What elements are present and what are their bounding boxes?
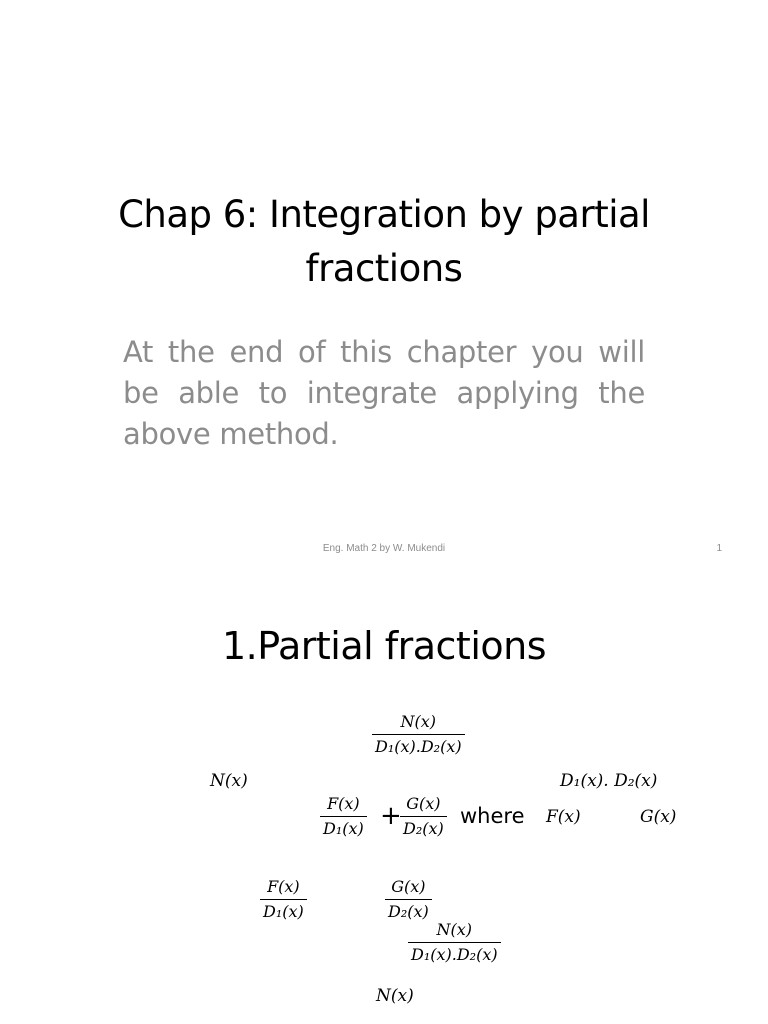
slide-2 xyxy=(0,580,768,1024)
fraction-numerator: G(x) xyxy=(391,877,426,896)
fraction-n-over-d1d2 xyxy=(372,710,465,759)
fraction-denominator: D₁(x).D₂(x) xyxy=(408,942,501,967)
fraction-denominator: D₂(x) xyxy=(385,899,432,924)
fraction-f-over-d1-lower xyxy=(260,875,307,924)
word-where: where xyxy=(460,804,525,828)
fraction-f-over-d1 xyxy=(320,792,367,841)
math-g-of-x: G(x) xyxy=(640,807,677,827)
page-number: 1 xyxy=(716,543,722,554)
fraction-numerator: N(x) xyxy=(436,920,473,939)
fraction-denominator: D₁(x) xyxy=(260,899,307,924)
math-f-of-x: F(x) xyxy=(546,807,581,827)
fraction-n-over-d1d2-lower xyxy=(408,918,501,967)
fraction-numerator: F(x) xyxy=(327,794,360,813)
fraction-numerator: N(x) xyxy=(400,712,437,731)
fraction-g-over-d2-lower xyxy=(385,875,432,924)
math-n-of-x: N(x) xyxy=(210,771,248,791)
fraction-denominator: D₂(x) xyxy=(400,816,447,841)
section-title: 1.Partial fractions xyxy=(221,624,547,668)
slide-title: Chap 6: Integration by partial fractions xyxy=(118,193,650,290)
fraction-denominator: D₁(x) xyxy=(320,816,367,841)
math-n-of-x-bottom: N(x) xyxy=(376,986,414,1006)
plus-sign: + xyxy=(380,801,402,831)
slide-footer: Eng. Math 2 by W. Mukendi xyxy=(322,543,446,554)
fraction-numerator: G(x) xyxy=(406,794,441,813)
math-d1-d2-product: D₁(x). D₂(x) xyxy=(560,771,658,791)
fraction-numerator: F(x) xyxy=(267,877,300,896)
fraction-g-over-d2 xyxy=(400,792,447,841)
slide-subtitle: At the end of this chapter you will be able to integrate applying the above method. xyxy=(123,335,645,451)
fraction-denominator: D₁(x).D₂(x) xyxy=(372,734,465,759)
